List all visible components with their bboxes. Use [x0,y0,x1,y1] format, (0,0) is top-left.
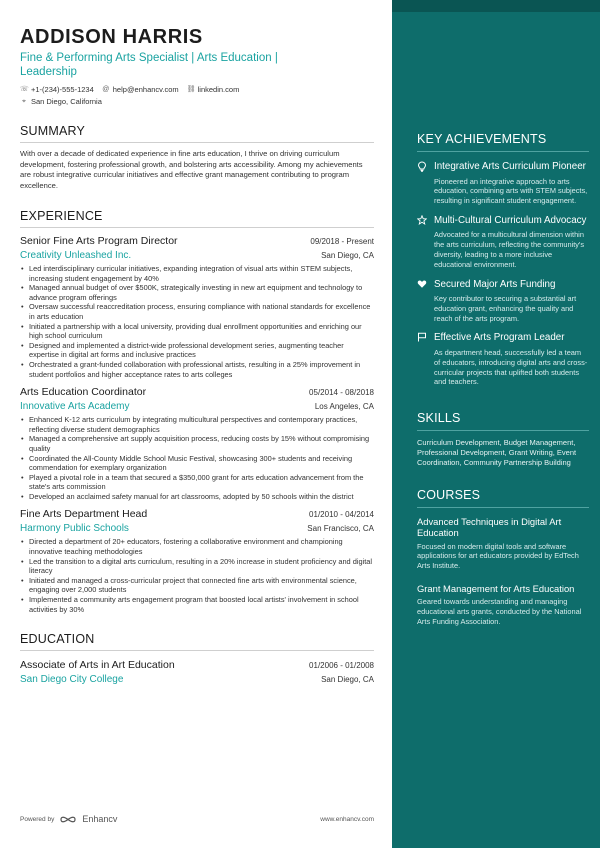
job-entry [20,235,374,379]
phone-item[interactable] [20,85,94,94]
bullet-item: • Orchestrated a grant-funded collaboration with professional artists, resulting in a 25% improvement in student portfolios and higher acceptance rates to arts colleges [20,360,374,379]
powered-by-label: Powered by [20,815,55,823]
bullet-item: • Directed a department of 20+ educators, fostering a collaborative environment and championing innovative teaching methodologies [20,537,374,556]
star-icon [417,215,427,270]
bullet-item: • Led interdisciplinary curricular initiatives, expanding integration of visual arts within STEM subjects, increasing student engagement by 40% [20,264,374,283]
job-title: Fine Arts Department Head [20,508,148,521]
location-pin-icon: ⌖ [22,97,26,105]
job-location: Los Angeles, CA [314,402,374,412]
school-name: San Diego City College [20,674,124,686]
location-row [20,97,374,106]
linkedin-text: linkedin.com [197,85,240,94]
achievement-title: Multi-Cultural Curriculum Advocacy [434,214,587,226]
course-title: Grant Management for Arts Education [417,582,575,594]
achievement-title: Effective Arts Program Leader [434,332,565,344]
job-date: 09/2018 - Present [310,237,374,246]
bullet-item: • Coordinated the All-County Middle School Music Festival, showcasing 300+ students and receiving commendation for exemplary organization [20,454,374,473]
company-name: Harmony Public Schools [20,523,129,535]
phone-text: +1-(234)-555-1234 [31,85,94,94]
achievement-desc: Key contributor to securing a substantial art education grant, enhancing the quality and reach of the arts program. [434,294,577,323]
job-bullets [20,537,374,614]
footer-url[interactable]: www.enhancv.com [320,815,374,823]
bullet-item: • Developed an acclaimed safety manual for art classrooms, adopted by 50 schools within the district [20,492,374,502]
education-location: San Diego, CA [321,675,374,685]
achievement-title: Secured Major Arts Funding [434,278,556,290]
job-entry [20,508,374,614]
achievement-item [417,279,589,324]
sidebar-content [417,132,589,627]
achievement-desc: Advocated for a multicultural dimension within the arts curriculum, reflecting the community's diversity, leading to a more inclusive educational environment. [434,230,585,269]
link-icon: ⛓ [186,85,196,93]
courses-title: COURSES [417,488,589,508]
achievement-item [417,215,589,270]
main-column [20,26,374,685]
bullet-item: • Designed and implemented a district-wide professional development series, augmenting teacher expertise in digital art forms and inclusive practices [20,341,374,360]
education-entry [20,659,374,685]
lightbulb-icon [417,161,427,206]
sidebar-top-bar [392,0,600,12]
phone-icon: ☏ [20,85,29,93]
bullet-item: • Managed a comprehensive art supply acquisition process, reducing costs by 15% without compromising quality [20,434,374,453]
linkedin-item[interactable] [187,85,240,94]
job-location: San Francisco, CA [307,524,374,534]
sidebar [392,0,600,848]
contact-info [20,85,374,106]
experience-title: EXPERIENCE [20,209,374,228]
bullet-item: • Oversaw successful reaccreditation process, ensuring compliance with national standards for excellence in arts education [20,302,374,321]
brand-name: Enhancv [82,814,118,824]
achievements-title: KEY ACHIEVEMENTS [417,132,589,152]
headline-line-1: Fine & Performing Arts Specialist | Arts Education | [20,52,278,64]
achievement-desc: Pioneered an integrative approach to arts education, combining arts with STEM subjects, resulting in significant student engagement. [434,176,588,206]
degree: Associate of Arts in Art Education [20,659,175,672]
email-text: help@enhancv.com [112,85,179,94]
job-title: Senior Fine Arts Program Director [20,235,178,247]
enhancv-logo-icon [60,815,76,824]
bullet-item: • Implemented a community arts engagement program that boosted local artists' involvement in school activities by 30% [20,595,374,614]
location-item [20,97,102,106]
flag-icon [417,332,427,387]
course-title: Advanced Techniques in Digital Art Education [417,515,562,539]
bullet-item: • Enhanced K-12 arts curriculum by integrating multicultural perspectives and contemporary practices, reflecting diverse student demographics [20,415,374,434]
heart-icon [417,279,427,324]
course-desc: Geared towards understanding and managing educational arts grants, conducted by the National Arts Funding Association. [417,597,582,627]
at-icon: @ [102,85,110,93]
powered-by [20,814,117,824]
footer [20,814,374,824]
bullet-item: • Initiated a partnership with a local university, providing dual enrollment opportunities and enriching our high school curriculum [20,322,374,341]
bullet-item: • Managed annual budget of over $500K, strategically investing in new art equipment and technology to advance program offerings [20,283,374,302]
education-date: 01/2006 - 01/2008 [309,661,374,671]
skills-text: Curriculum Development, Budget Management, Professional Development, Grant Writing, Event Coordination, Community Partnership Building [417,438,577,467]
job-bullets [20,264,374,379]
headline-line-2: Leadership [20,66,77,78]
location-text: San Diego, California [31,97,102,106]
email-item[interactable] [102,85,179,94]
contact-row [20,85,374,94]
course-desc: Focused on modern digital tools and software applications for art educators provided by EdTech Arts Institute. [417,541,579,571]
headline [20,51,374,79]
job-date: 01/2010 - 04/2014 [309,510,374,520]
job-date: 05/2014 - 08/2018 [309,388,374,398]
summary-text: With over a decade of dedicated experience in fine arts education, I thrive on driving curriculum development, fostering professional growth, and bolstering arts accessibility. Among my achievements are robust integrative curricular initiatives and effective grant management contributing to program excellence. [20,149,363,190]
job-entry [20,386,374,501]
bullet-item: • Led the transition to a digital arts curriculum, resulting in a 20% increase in student proficiency and digital literacy [20,557,374,576]
job-bullets [20,415,374,501]
course-item [417,516,589,571]
summary-title: SUMMARY [20,124,374,143]
achievement-item [417,161,589,206]
achievement-title: Integrative Arts Curriculum Pioneer [434,161,586,172]
education-title: EDUCATION [20,632,374,651]
skills-title: SKILLS [417,411,589,431]
bullet-item: • Played a pivotal role in a team that secured a $350,000 grant for arts education advancement from the state's arts commission [20,473,374,492]
job-location: San Diego, CA [321,251,374,260]
course-item [417,583,589,627]
candidate-name: ADDISON HARRIS [20,26,203,48]
achievement-item [417,332,589,387]
bullet-item: • Initiated and managed a cross-curricular project that connected fine arts with environmental science, engaging over 2,000 students [20,576,374,595]
job-title: Arts Education Coordinator [20,386,147,399]
company-name: Innovative Arts Academy [20,401,130,413]
achievement-desc: As department head, successfully led a team of educators, introducing digital arts and cross-curricular projects that uplifted both students and teachers. [434,347,588,387]
company-name: Creativity Unleashed Inc. [20,250,132,261]
